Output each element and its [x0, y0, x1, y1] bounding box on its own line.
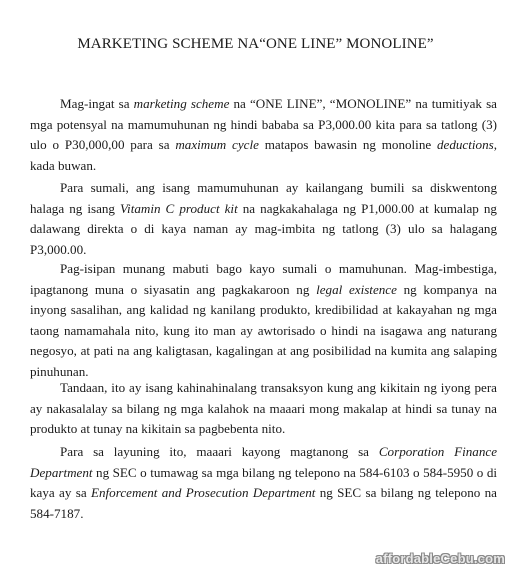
paragraph-join-requirements [30, 178, 497, 260]
paragraph-reminder [30, 378, 497, 440]
paragraph-warning [30, 94, 497, 176]
paragraph-emphasis: legal existence [316, 281, 397, 297]
paragraph-text: ng SEC o tumawag sa mga bilang ng telepono na 584-6103 o 584-5950 o di kaya ay sa [30, 464, 497, 500]
paragraph-text: matapos bawasin ng monoline [258, 137, 437, 152]
paragraph-text: Mag-ingat sa [60, 96, 134, 111]
watermark: affordableCebu.com [375, 551, 505, 566]
paragraph-text: Para sa layuning ito, maaari kayong magtanong sa [60, 444, 379, 459]
paragraph-emphasis: marketing scheme [133, 96, 230, 111]
paragraph-emphasis: Enforcement and Prosecution Department [90, 485, 316, 500]
paragraph-text: Para sumali, ang isang mamumuhunan ay kailangang bumili sa diskwentong halaga ng isang [30, 180, 497, 216]
paragraph-text: ng kompanya na inyong sasalihan, ang kalidad ng kanilang produkto, kredibilidad at kakayahan ng mga taong namamahala nito, kung ito man ay awtorisado o hindi na isagawa ang naturang negosyo, at pati na ang kaligtasan, kagalingan at ang posibilidad na kumita ang salaping pinuhunan. [30, 281, 497, 379]
document-title: MARKETING SCHEME NA“ONE LINE” MONOLINE” [77, 36, 434, 52]
paragraph-text: na “ONE LINE”, “MONOLINE” na tumitiyak sa mga potensyal na mamumuhunan ng hindi bababa sa P3,000.00 kita para sa tatlong (3) ulo o P30,000,00 para sa [30, 96, 497, 152]
paragraph-contact [30, 442, 497, 524]
paragraph-emphasis: Vitamin C product kit [120, 200, 238, 216]
paragraph-text: na nagkakahalaga ng P1,000.00 at kumalap ng dalawang direkta o di kaya naman ay mag-imbita ng tatlong (3) ulo sa halagang P3,000.00. [30, 200, 497, 257]
paragraph-text: , kada buwan. [30, 137, 497, 173]
paragraph-text: Tandaan, ito ay isang kahinahinalang transaksyon kung ang kikitain ng iyong pera ay nakasalalay sa bilang ng mga kalahok na maaari mong makalap at hindi sa tunay na produkto at tunay na kikitain sa pagbebenta nito. [30, 380, 497, 436]
paragraph-emphasis: Corporation Finance Department [30, 444, 498, 480]
paragraph-text: ng SEC sa bilang ng telepono na 584-7187. [30, 485, 497, 521]
paragraph-emphasis: maximum cycle [175, 137, 259, 152]
paragraph-investigate [30, 259, 497, 382]
paragraph-text: Pag-isipan munang mabuti bago kayo sumali o mamuhunan. Mag-imbestiga, ipagtanong muna o siyasatin ang pagkakaroon ng [30, 261, 497, 297]
paragraph-emphasis: deductions [436, 137, 494, 152]
